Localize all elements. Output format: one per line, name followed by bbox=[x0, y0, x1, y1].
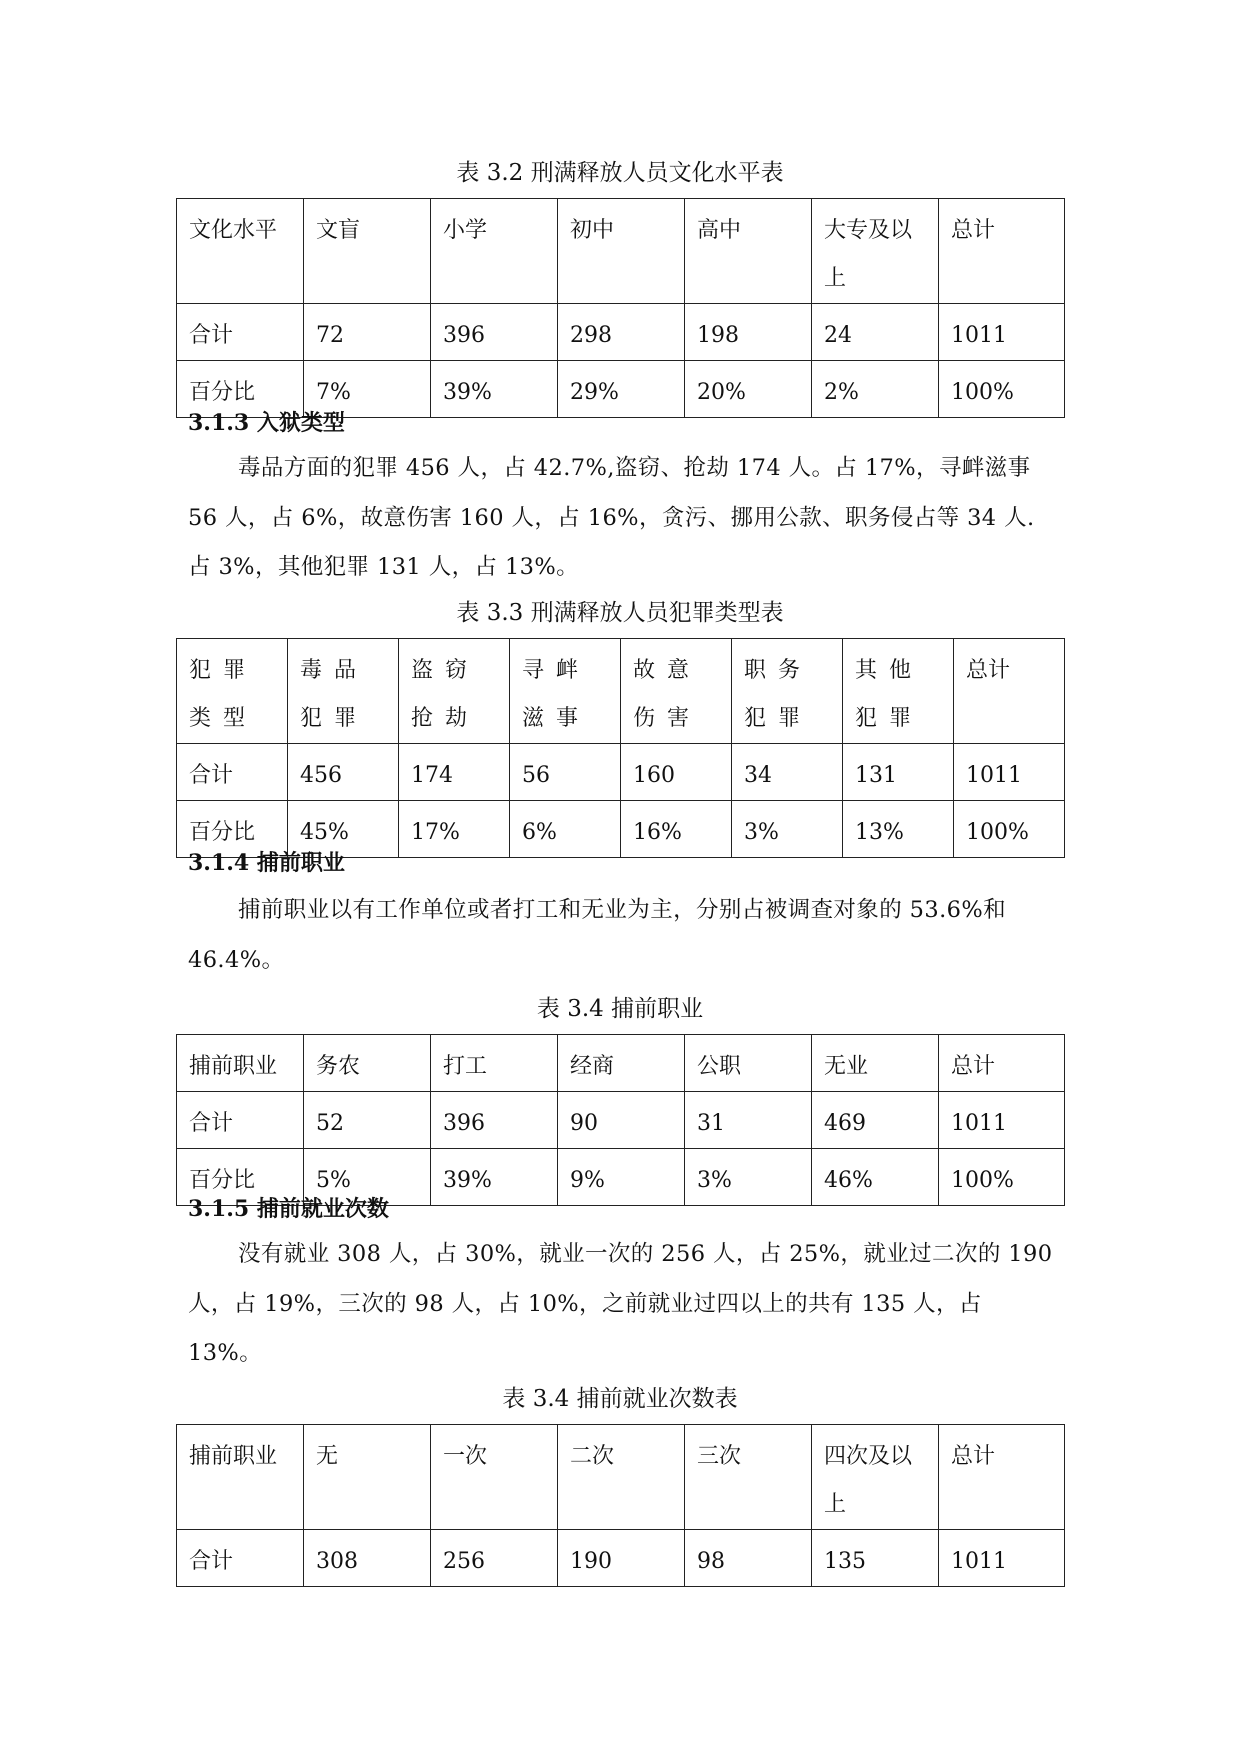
header-cell: 总计 bbox=[954, 639, 1065, 744]
table-cell: 5% bbox=[304, 1149, 431, 1206]
table-cell: 3% bbox=[732, 801, 843, 858]
table-cell: 24 bbox=[812, 304, 939, 361]
section-heading-3-1-3: 3.1.3 入狱类型 bbox=[188, 410, 345, 436]
header-cell: 三次 bbox=[685, 1425, 812, 1530]
section-heading-3-1-4: 3.1.4 捕前职业 bbox=[188, 850, 345, 876]
table-cell: 100% bbox=[954, 801, 1065, 858]
table-cell: 100% bbox=[939, 1149, 1065, 1206]
table-row bbox=[177, 744, 1065, 801]
table-3-2 bbox=[176, 198, 1065, 418]
table-cell: 52 bbox=[304, 1092, 431, 1149]
header-cell: 无 bbox=[304, 1425, 431, 1530]
table-3-4 bbox=[176, 1034, 1065, 1206]
table-cell: 百分比 bbox=[177, 801, 288, 858]
header-cell: 打工 bbox=[431, 1035, 558, 1092]
table-cell: 34 bbox=[732, 744, 843, 801]
header-cell: 捕前职业 bbox=[177, 1425, 304, 1530]
header-cell: 四次及以上 bbox=[812, 1425, 939, 1530]
table-cell: 1011 bbox=[939, 1530, 1065, 1587]
header-cell: 无业 bbox=[812, 1035, 939, 1092]
table-cell: 174 bbox=[399, 744, 510, 801]
header-cell: 职务犯罪 bbox=[732, 639, 843, 744]
table-cell: 160 bbox=[621, 744, 732, 801]
table-3-2-caption: 表 3.2 刑满释放人员文化水平表 bbox=[456, 160, 784, 186]
table-3-5-caption: 表 3.4 捕前就业次数表 bbox=[502, 1386, 738, 1412]
header-cell: 小学 bbox=[431, 199, 558, 304]
table-cell: 合计 bbox=[177, 1092, 304, 1149]
header-cell: 大专及以上 bbox=[812, 199, 939, 304]
header-cell: 毒品犯罪 bbox=[288, 639, 399, 744]
section-paragraph-3-1-4: 捕前职业以有工作单位或者打工和无业为主，分别占被调查对象的 53.6%和 46.4%。 bbox=[188, 897, 1007, 973]
header-cell: 总计 bbox=[939, 1035, 1065, 1092]
table-cell: 1011 bbox=[939, 304, 1065, 361]
header-cell: 初中 bbox=[558, 199, 685, 304]
table-cell: 16% bbox=[621, 801, 732, 858]
table-cell: 46% bbox=[812, 1149, 939, 1206]
table-cell: 7% bbox=[304, 361, 431, 418]
table-cell: 39% bbox=[431, 361, 558, 418]
table-cell: 1011 bbox=[939, 1092, 1065, 1149]
table-cell: 396 bbox=[431, 304, 558, 361]
table-cell: 198 bbox=[685, 304, 812, 361]
table-cell: 29% bbox=[558, 361, 685, 418]
section-paragraph-3-1-5: 没有就业 308 人，占 30%，就业一次的 256 人，占 25%，就业过二次的 190 人，占 19%，三次的 98 人，占 10%，之前就业过四以上的共有 135 人，占 13%。 bbox=[188, 1241, 1053, 1366]
table-header-row bbox=[177, 199, 1065, 304]
header-cell: 务农 bbox=[304, 1035, 431, 1092]
table-cell: 6% bbox=[510, 801, 621, 858]
table-cell: 3% bbox=[685, 1149, 812, 1206]
table-cell: 298 bbox=[558, 304, 685, 361]
header-cell: 二次 bbox=[558, 1425, 685, 1530]
table-cell: 98 bbox=[685, 1530, 812, 1587]
table-cell: 2% bbox=[812, 361, 939, 418]
table-cell: 合计 bbox=[177, 1530, 304, 1587]
header-cell: 总计 bbox=[939, 199, 1065, 304]
section-heading-3-1-5: 3.1.5 捕前就业次数 bbox=[188, 1196, 389, 1222]
header-cell: 捕前职业 bbox=[177, 1035, 304, 1092]
table-cell: 56 bbox=[510, 744, 621, 801]
table-cell: 合计 bbox=[177, 744, 288, 801]
table-header-row bbox=[177, 1425, 1065, 1530]
table-cell: 90 bbox=[558, 1092, 685, 1149]
table-cell: 469 bbox=[812, 1092, 939, 1149]
table-cell: 100% bbox=[939, 361, 1065, 418]
table-cell: 1011 bbox=[954, 744, 1065, 801]
table-row bbox=[177, 304, 1065, 361]
table-cell: 72 bbox=[304, 304, 431, 361]
table-cell: 256 bbox=[431, 1530, 558, 1587]
table-header-row bbox=[177, 1035, 1065, 1092]
table-3-4-caption: 表 3.4 捕前职业 bbox=[536, 996, 704, 1022]
header-cell: 其他犯罪 bbox=[843, 639, 954, 744]
table-cell: 百分比 bbox=[177, 361, 304, 418]
table-row bbox=[177, 1092, 1065, 1149]
table-3-3-caption: 表 3.3 刑满释放人员犯罪类型表 bbox=[456, 600, 784, 626]
header-cell: 盗窃抢劫 bbox=[399, 639, 510, 744]
section-paragraph-3-1-3: 毒品方面的犯罪 456 人，占 42.7%,盗窃、抢劫 174 人。占 17%，寻衅滋事 56 人，占 6%，故意伤害 160 人，占 16%，贪污、挪用公款、职务侵占等 34 人.占 3%，其他犯罪 131 人，占 13%。 bbox=[188, 455, 1035, 580]
table-cell: 合计 bbox=[177, 304, 304, 361]
table-cell: 396 bbox=[431, 1092, 558, 1149]
table-header-row bbox=[177, 639, 1065, 744]
table-cell: 190 bbox=[558, 1530, 685, 1587]
header-cell: 寻衅滋事 bbox=[510, 639, 621, 744]
header-cell: 经商 bbox=[558, 1035, 685, 1092]
table-cell: 13% bbox=[843, 801, 954, 858]
table-cell: 131 bbox=[843, 744, 954, 801]
table-cell: 31 bbox=[685, 1092, 812, 1149]
table-cell: 20% bbox=[685, 361, 812, 418]
table-cell: 308 bbox=[304, 1530, 431, 1587]
table-row bbox=[177, 1530, 1065, 1587]
table-cell: 39% bbox=[431, 1149, 558, 1206]
header-cell: 总计 bbox=[939, 1425, 1065, 1530]
header-cell: 文盲 bbox=[304, 199, 431, 304]
header-cell: 一次 bbox=[431, 1425, 558, 1530]
table-cell: 百分比 bbox=[177, 1149, 304, 1206]
table-cell: 45% bbox=[288, 801, 399, 858]
header-cell: 犯罪类型 bbox=[177, 639, 288, 744]
header-cell: 公职 bbox=[685, 1035, 812, 1092]
header-cell: 高中 bbox=[685, 199, 812, 304]
table-3-3 bbox=[176, 638, 1065, 858]
header-cell: 文化水平 bbox=[177, 199, 304, 304]
table-cell: 9% bbox=[558, 1149, 685, 1206]
table-cell: 456 bbox=[288, 744, 399, 801]
table-cell: 17% bbox=[399, 801, 510, 858]
table-3-5 bbox=[176, 1424, 1065, 1587]
header-cell: 故意伤害 bbox=[621, 639, 732, 744]
table-cell: 135 bbox=[812, 1530, 939, 1587]
